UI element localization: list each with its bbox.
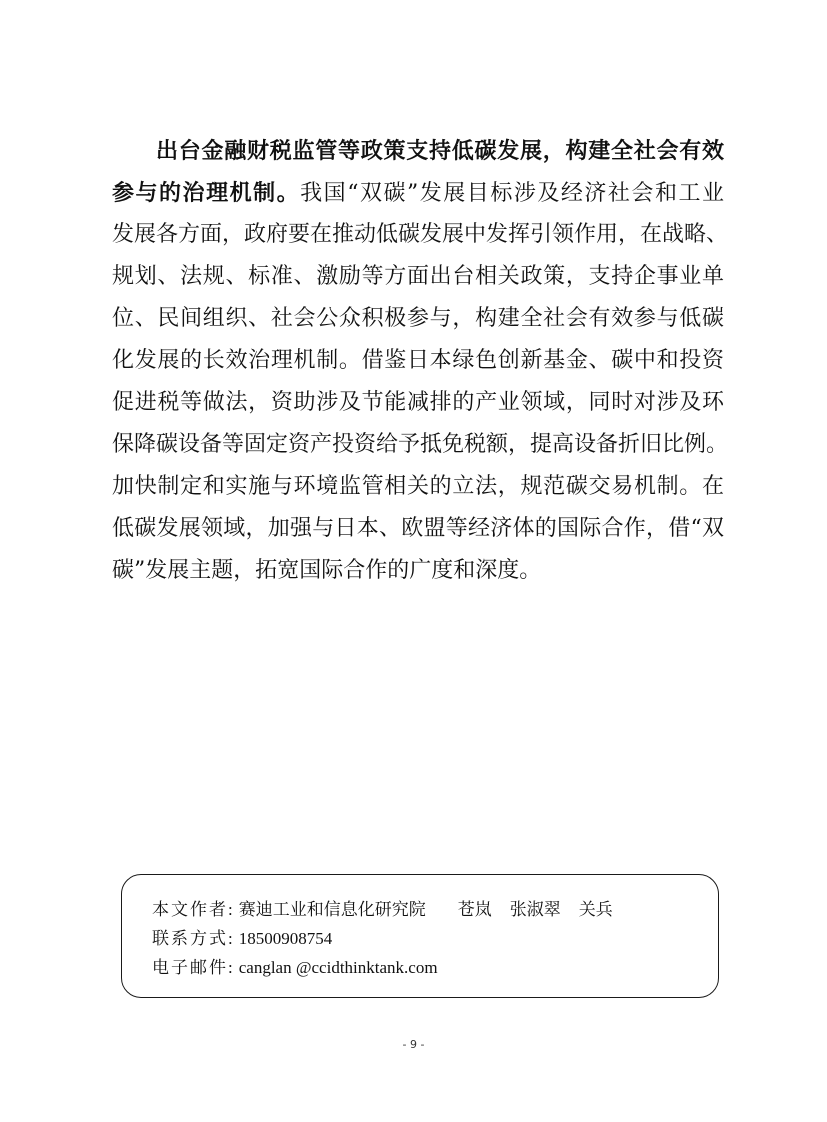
- paragraph-line: [112, 172, 724, 214]
- author-row: [152, 895, 613, 924]
- paragraph-line: [112, 256, 724, 298]
- body-text: 我国“双碳”发展目标涉及经济社会和工业: [300, 181, 724, 206]
- body-text: 发展各方面，政府要在推动低碳发展中发挥引领作用，在战略、: [112, 222, 729, 247]
- paragraph-line: [112, 466, 724, 508]
- institution-name: 赛迪工业和信息化研究院: [238, 900, 426, 919]
- body-text: 规划、法规、标准、激励等方面出台相关政策，支持企事业单: [112, 264, 724, 289]
- bold-heading-text: 出台金融财税监管等政策支持低碳发展，构建全社会有效: [156, 138, 724, 164]
- email-label: 电子邮件:: [152, 958, 235, 977]
- body-text: 加快制定和实施与环境监管相关的立法，规范碳交易机制。在: [112, 474, 724, 499]
- body-text: 保降碳设备等固定资产投资给予抵免税额，提高设备折旧比例。: [112, 432, 729, 457]
- author-info-rows: [152, 895, 613, 982]
- author-name: 苍岚: [457, 900, 492, 919]
- contact-label: 联系方式:: [152, 929, 235, 948]
- paragraph-line: [112, 214, 729, 256]
- author-name: 关兵: [578, 900, 613, 919]
- contact-row: [152, 924, 613, 953]
- body-text: 碳”发展主题，拓宽国际合作的广度和深度。: [112, 558, 542, 583]
- paragraph-line: [112, 550, 724, 592]
- paragraph-line: [112, 298, 724, 340]
- body-paragraph: [112, 130, 729, 592]
- paragraph-line: [112, 508, 724, 550]
- author-name: 张淑翠: [509, 900, 561, 919]
- email-row: [152, 953, 613, 982]
- paragraph-line: [112, 130, 724, 172]
- author-info-box: [121, 874, 719, 998]
- body-text: 促进税等做法，资助涉及节能减排的产业领域，同时对涉及环: [112, 390, 724, 415]
- paragraph-line: [112, 340, 724, 382]
- bold-heading-text: 参与的治理机制。: [112, 180, 301, 206]
- paragraph-line: [112, 382, 724, 424]
- phone-number: 18500908754: [238, 929, 333, 948]
- email-address: canglan @ccidthinktank.com: [238, 958, 438, 977]
- paragraph-line: [112, 424, 729, 466]
- author-label: 本文作者:: [152, 900, 235, 919]
- body-text: 位、民间组织、社会公众积极参与，构建全社会有效参与低碳: [112, 306, 724, 331]
- body-text: 低碳发展领域，加强与日本、欧盟等经济体的国际合作，借“双: [112, 516, 724, 541]
- body-text: 化发展的长效治理机制。借鉴日本绿色创新基金、碳中和投资: [112, 348, 724, 373]
- page-number: - 9 -: [402, 1038, 425, 1051]
